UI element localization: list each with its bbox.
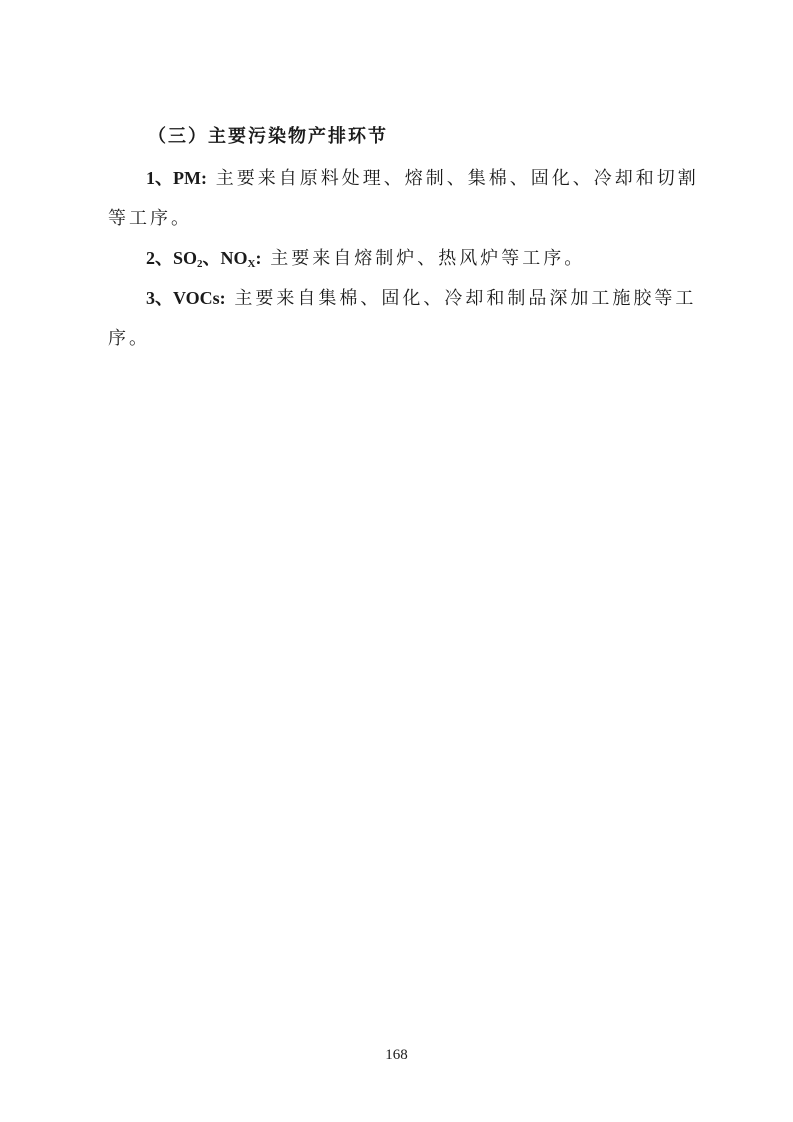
lead-subscript-x: X — [247, 258, 256, 270]
lead-part-colon: : — [255, 248, 262, 268]
paragraph-so2-nox — [108, 238, 708, 279]
section-heading: （三）主要污染物产排环节 — [148, 126, 388, 147]
lead-part-so: 2、SO — [146, 248, 198, 268]
paragraph-so2-nox-lead — [146, 248, 261, 268]
paragraph-pm-text: 主要来自原料处理、熔制、集棉、固化、冷却和切割等工序。 — [108, 168, 699, 229]
paragraph-vocs-text: 主要来自集棉、固化、冷却和制品深加工施胶等工序。 — [108, 288, 697, 349]
lead-subscript-2: 2 — [197, 258, 203, 270]
paragraph-so2-nox-text: 主要来自熔制炉、热风炉等工序。 — [261, 248, 586, 269]
page-number: 168 — [385, 1047, 408, 1063]
paragraph-pm-lead: 1、PM: — [146, 168, 207, 188]
paragraph-vocs-lead: 3、VOCs: — [146, 288, 226, 308]
lead-part-no: 、NO — [202, 248, 248, 268]
paragraph-vocs — [108, 278, 708, 359]
paragraph-pm — [108, 158, 708, 239]
